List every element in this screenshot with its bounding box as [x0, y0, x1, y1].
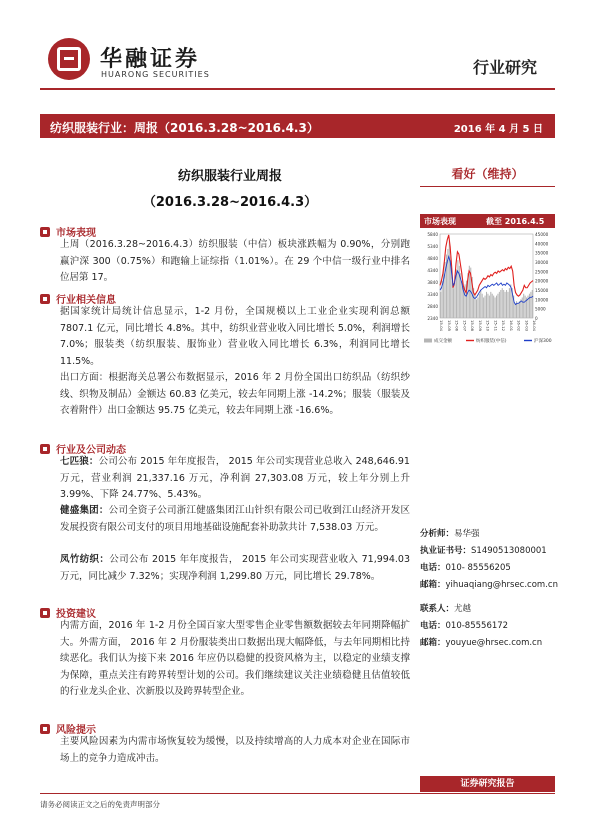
report-type: 行业研究 [472, 58, 537, 77]
company-news-text: 公司公布 2015 年年度报告， 2015 年公司实现营业收入 71,994.03 万元，同比减少 7.32%；实现净利润 1,299.80 万元，同比增长 29.78%。 [60, 554, 410, 582]
section-title: 行业及公司动态 [56, 445, 126, 456]
contact-value: 010- 85556205 [445, 563, 511, 573]
contact-label: 邮箱： [420, 580, 446, 590]
volume-bar [492, 294, 493, 318]
main-title-period: （2016.3.28~2016.4.3） [142, 195, 318, 210]
company-name-en: HUARONG SECURITIES [101, 70, 210, 79]
volume-bar [495, 297, 496, 318]
volume-bar [497, 294, 498, 318]
report-date: 2016 年 4 月 5 日 [453, 124, 543, 135]
company-news-item [60, 503, 410, 536]
chart-date: 截至 2016.4.5 [486, 217, 545, 226]
section-bullet-icon [40, 724, 50, 734]
volume-bar [449, 241, 450, 318]
x-tick-label: 16-01 [508, 320, 514, 332]
x-tick-label: 15-09 [477, 320, 483, 332]
y-right-tick-label: 10000 [535, 297, 549, 303]
section-para: 上周（2016.3.28~2016.4.3）纺织服装（中信）板块涨跌幅为 0.90%，分别跑赢沪深 300（0.75%）和跑输上证综指（1.01%）。在 29 个中信一级行业中排名位居第 17。 [60, 239, 410, 283]
disclaimer: 请务必阅读正文之后的免责声明部分 [40, 800, 160, 809]
volume-bar [485, 296, 486, 318]
volume-bar [532, 290, 533, 318]
section-bullet-icon [40, 294, 50, 304]
market-chart [420, 228, 555, 346]
section-title: 市场表现 [56, 228, 96, 239]
volume-bar [487, 294, 488, 318]
volume-bar [479, 294, 480, 318]
volume-bar [455, 283, 456, 318]
contact-label: 电话： [420, 563, 446, 573]
company-name: 七匹狼： [60, 456, 99, 467]
y-right-tick-label: 25000 [535, 269, 549, 275]
contact-value: 尤越 [454, 604, 472, 614]
x-tick-label: 15-05 [446, 320, 452, 332]
company-name: 凤竹纺织： [60, 554, 110, 565]
x-tick-label: 15-12 [501, 320, 506, 332]
section-para: 内需方面，2016 年 1-2 月份全国百家大型零售企业零售额数据较去年同期降幅扩大。外需方面， 2016 年 2 月份服装类出口数据出现大幅降低，与去年同期相比持续恶化。我们认为接下来 2016 年应仍以稳健的投资风格为主，以稳定的业绩支撑为保障，重点关注有跨界转型计划的公司。我们继续建议关注业绩稳健且估值较低的行业龙头企业、次新股以及跨界转型企业。 [60, 620, 410, 697]
volume-bar [525, 296, 526, 318]
legend-label: 沪深300 [534, 339, 552, 344]
volume-bar [477, 297, 478, 318]
market-chart-svg [420, 228, 555, 346]
volume-bar [507, 292, 508, 318]
x-tick-label: 15-07 [462, 320, 468, 332]
volume-bar [496, 296, 497, 318]
volume-bar [493, 296, 494, 318]
contact-line [420, 578, 558, 590]
company-news-text: 公司全资子公司浙江健盛集团江山针织有限公司已收到江山经济开发区发展投资有限公司支付的项目用地基础设施配套补助款共计 7,538.03 万元。 [60, 505, 410, 533]
y-right-tick-label: 20000 [535, 278, 549, 284]
volume-bar [519, 301, 520, 318]
chart-header [420, 214, 555, 228]
contact-line [420, 561, 511, 573]
y-left-tick-label: 2840 [427, 304, 438, 309]
volume-bar [480, 290, 481, 318]
volume-bar [517, 303, 518, 318]
title-bar-text: 纺织服装行业：周报（2016.3.28~2016.4.3） [50, 121, 319, 135]
volume-bar [522, 297, 523, 318]
legend-label: 纺织服装(中信) [476, 339, 507, 344]
section-title: 风险提示 [56, 725, 96, 736]
contact-line [420, 602, 471, 614]
volume-bar [500, 290, 501, 318]
section-para: 出口方面：根据海关总署公布数据显示，2016 年 2 月份全国出口纺织品（纺织纱线、织物及制品）金额达 60.83 亿美元，较去年同期上涨 -14.2%；服装（服装及衣着附件）出口金额达 95.75 亿美元，较去年同期上涨 -16.6%。 [60, 372, 410, 416]
volume-bar [453, 288, 454, 318]
legend-swatch [424, 339, 432, 343]
volume-bar [457, 260, 458, 318]
volume-bar [489, 296, 490, 318]
contact-line [420, 619, 508, 631]
volume-bar [482, 294, 483, 318]
volume-bar [502, 288, 503, 318]
contact-label: 分析师： [420, 529, 455, 539]
footer-divider [40, 793, 555, 794]
contact-value: youyue@hrsec.com.cn [445, 638, 543, 648]
volume-bar [476, 299, 477, 318]
y-right-tick-label: 40000 [535, 241, 549, 247]
contact-value: yihuaqiang@hrsec.com.cn [445, 580, 558, 590]
y-left-tick-label: 5340 [427, 244, 438, 249]
volume-bar [483, 297, 484, 318]
contact-value: S1490513080001 [471, 546, 547, 556]
x-tick-label: 15-06 [454, 320, 460, 332]
company-news-text: 公司公布 2015 年年度报告， 2015 年公司实现营业总收入 248,646.91 万元，营业利润 21,337.16 万元，净利润 27,303.08 万元，较上年分别上升 3.99%、下降 24.77%、5.43%。 [60, 456, 410, 500]
x-tick-label: 15-11 [493, 320, 499, 332]
contact-value: 易华强 [454, 529, 480, 539]
x-tick-label: 16-04 [532, 320, 537, 332]
volume-bar [505, 292, 506, 318]
volume-bar [499, 292, 500, 318]
section-para: 主要风险因素为内需市场恢复较为缓慢，以及持续增高的人力成本对企业在国际市场上的竞争力造成冲击。 [60, 736, 410, 764]
company-logo [48, 38, 90, 80]
y-right-tick-label: 5000 [535, 306, 546, 312]
report-category-tag: 证券研究报告 [420, 776, 555, 792]
contact-label: 邮箱： [420, 638, 446, 648]
company-news-item [60, 454, 410, 504]
y-right-tick-label: 30000 [535, 260, 549, 265]
legend-label: 成交金额 [434, 339, 452, 344]
company-name-cn: 华融证券 [100, 47, 201, 72]
y-left-tick-label: 4840 [427, 256, 438, 261]
y-left-tick-label: 3840 [427, 280, 438, 285]
y-left-tick-label: 4340 [427, 268, 438, 273]
section-title: 投资建议 [56, 609, 96, 620]
y-right-tick-label: 15000 [535, 288, 549, 293]
volume-bar [509, 288, 510, 318]
logo-mark-icon [57, 47, 81, 71]
contact-label: 电话： [420, 621, 446, 631]
volume-bar [515, 303, 516, 318]
x-tick-label: 16-03 [524, 320, 530, 332]
y-right-tick-label: 35000 [535, 250, 549, 256]
y-right-tick-label: 45000 [535, 232, 549, 237]
rating: 看好（维持） [451, 167, 524, 181]
contact-label: 执业证书号： [420, 546, 472, 556]
y-left-tick-label: 5840 [427, 232, 438, 237]
y-right-tick-label: 0 [535, 316, 538, 321]
y-left-tick-label: 3340 [427, 292, 438, 297]
section-bullet-icon [40, 227, 50, 237]
x-tick-label: 16-02 [516, 320, 522, 332]
section-para: 据国家统计局统计信息显示，1-2 月份，全国规模以上工业企业实现利润总额 7807.1 亿元，同比增长 4.8%。其中，纺织业营业收入同比增长 5.0%，利润增长 7.0%；服装类（纺织服装、服饰业）营业收入同比增长 6.3%，利润同比增长 11.5%。 [60, 306, 410, 367]
x-tick-label: 15-04 [439, 320, 444, 332]
contact-value: 010-85556172 [445, 621, 509, 631]
volume-bar [490, 292, 491, 318]
volume-bar [506, 290, 507, 318]
contact-label: 联系人： [420, 604, 455, 614]
company-name: 健盛集团： [60, 505, 109, 516]
volume-bar [523, 294, 524, 318]
company-news-item [60, 552, 410, 585]
contact-line [420, 544, 547, 556]
main-title: 纺织服装行业周报 [177, 169, 282, 184]
volume-bar [530, 292, 531, 318]
x-tick-label: 15-10 [485, 320, 491, 332]
y-left-tick-label: 2340 [427, 316, 438, 321]
volume-bar [503, 290, 504, 318]
title-bar [40, 114, 555, 138]
volume-bar [440, 292, 441, 318]
header-divider [40, 88, 555, 90]
x-tick-label: 15-08 [470, 320, 475, 332]
section-bullet-icon [40, 444, 50, 454]
rating-divider [420, 186, 555, 187]
section-title: 行业相关信息 [56, 295, 116, 306]
contact-line [420, 636, 542, 648]
section-bullet-icon [40, 608, 50, 618]
volume-bar [486, 292, 487, 318]
chart-title: 市场表现 [424, 217, 456, 226]
contact-line [420, 527, 480, 539]
